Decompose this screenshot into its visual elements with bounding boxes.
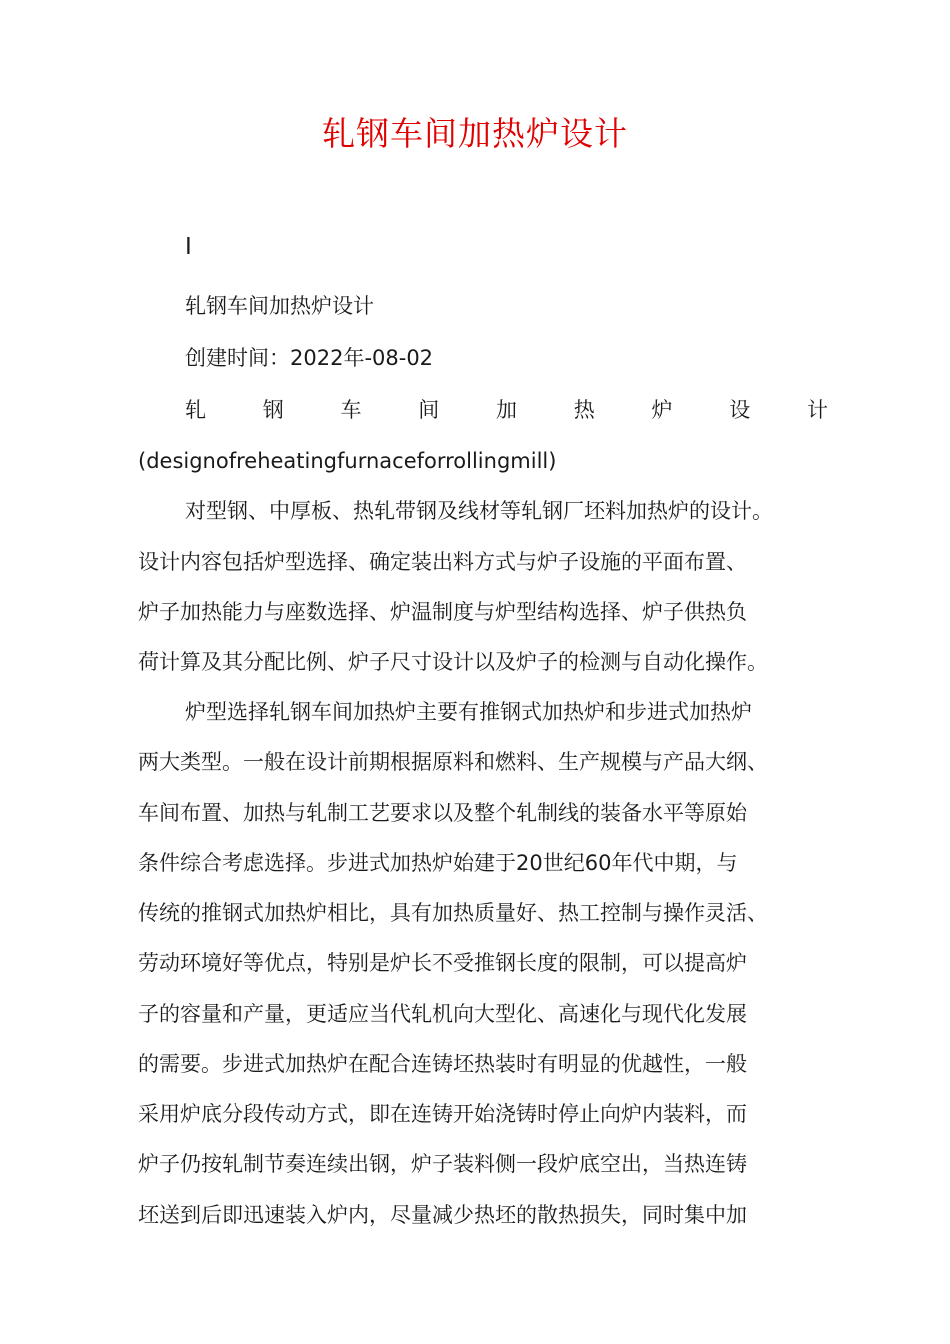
heading-char: 炉 (651, 398, 673, 422)
paragraph2-line: 劳动环境好等优点，特别是炉长不受推钢长度的限制，可以提高炉 (138, 951, 747, 975)
text-cursor-mark: I (185, 234, 192, 260)
paragraph1-line: 设计内容包括炉型选择、确定装出料方式与炉子设施的平面布置、 (138, 550, 747, 574)
heading-char: 轧 (185, 398, 206, 422)
paragraph2-line: 的需要。步进式加热炉在配合连铸坯热装时有明显的优越性，一般 (138, 1052, 747, 1076)
paragraph2-line: 两大类型。一般在设计前期根据原料和燃料、生产规模与产品大纲、 (138, 750, 768, 774)
english-heading-line: (designofreheatingfurnaceforrollingmill) (138, 449, 557, 473)
paragraph1-line: 炉子加热能力与座数选择、炉温制度与炉型结构选择、炉子供热负 (138, 600, 747, 624)
heading-char: 车 (340, 398, 362, 422)
paragraph2-line: 炉子仍按轧制节奏连续出钢，炉子装料侧一段炉底空出，当热连铸 (138, 1152, 747, 1176)
spaced-heading-line (185, 395, 828, 425)
heading-char: 设 (729, 398, 751, 422)
heading-char: 钢 (262, 398, 284, 422)
heading-char: 热 (573, 398, 595, 422)
created-date-line: 创建时间：2022年-08-02 (185, 346, 434, 370)
paragraph2-line: 传统的推钢式加热炉相比，具有加热质量好、热工控制与操作灵活、 (138, 901, 768, 925)
paragraph1-line: 对型钢、中厚板、热轧带钢及线材等轧钢厂坯料加热炉的设计。 (185, 499, 773, 523)
paragraph2-line: 炉型选择轧钢车间加热炉主要有推钢式加热炉和步进式加热炉 (185, 700, 752, 724)
subtitle-line: 轧钢车间加热炉设计 (185, 294, 374, 318)
paragraph1-line: 荷计算及其分配比例、炉子尺寸设计以及炉子的检测与自动化操作。 (138, 650, 768, 674)
paragraph2-line: 条件综合考虑选择。步进式加热炉始建于20世纪60年代中期，与 (138, 851, 738, 875)
paragraph2-line: 采用炉底分段传动方式，即在连铸开始浇铸时停止向炉内装料，而 (138, 1102, 747, 1126)
document-title: 轧钢车间加热炉设计 (322, 114, 628, 153)
paragraph2-line: 子的容量和产量，更适应当代轧机向大型化、高速化与现代化发展 (138, 1002, 747, 1026)
paragraph2-line: 坯送到后即迅速装入炉内，尽量减少热坯的散热损失，同时集中加 (138, 1203, 747, 1227)
paragraph2-line: 车间布置、加热与轧制工艺要求以及整个轧制线的装备水平等原始 (138, 801, 747, 825)
heading-char: 计 (807, 398, 828, 422)
heading-char: 间 (418, 398, 440, 422)
heading-char: 加 (496, 398, 517, 422)
